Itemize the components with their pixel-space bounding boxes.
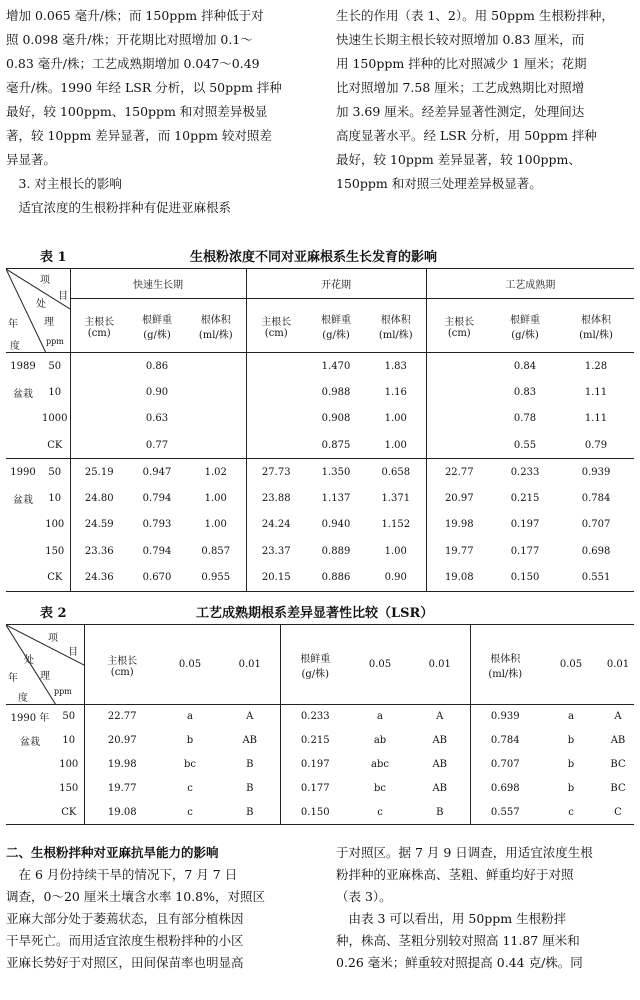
subheader xyxy=(558,299,634,353)
value-cell: 0.84 xyxy=(513,360,537,372)
value-cell: 0.215 xyxy=(280,729,350,753)
value-cell: 0.150 xyxy=(280,801,350,825)
year-cell xyxy=(6,777,54,801)
text-line: 照 0.098 毫升/株；开花期比对照增加 0.1～ xyxy=(6,32,253,47)
corner-du: 度 xyxy=(18,693,28,704)
ppm-cell: 50 xyxy=(62,711,76,723)
value-cell: AB xyxy=(610,735,626,746)
table1 xyxy=(6,268,634,592)
table-row xyxy=(6,353,634,380)
value-cell: 1.371 xyxy=(381,492,411,504)
value-cell: 0.875 xyxy=(321,439,351,451)
subheader-name: 根鲜重 xyxy=(321,314,351,326)
subheader xyxy=(246,299,306,353)
value-cell xyxy=(426,353,492,380)
header-unit: (cm) xyxy=(110,666,134,678)
text-line: 亚麻大部分处于萎蔫状态，且有部分植株因 xyxy=(6,911,244,926)
value-cell: 0.215 xyxy=(510,492,540,504)
year-cell xyxy=(6,406,40,433)
value-cell: 0.77 xyxy=(145,439,169,451)
value-cell: 1.00 xyxy=(204,492,227,504)
value-cell: 0.784 xyxy=(581,492,611,504)
text-line: 用 150ppm 拌种的比对照减少 1 厘米；花期 xyxy=(336,56,587,71)
header-name: 主根长 xyxy=(107,655,138,667)
value-cell: 1.137 xyxy=(321,492,351,504)
ppm-cell: 50 xyxy=(48,466,62,478)
ppm-cell: 100 xyxy=(45,519,65,531)
table-row xyxy=(6,777,634,801)
ppm-cell: 10 xyxy=(48,386,62,398)
value-cell: 0.886 xyxy=(321,572,351,583)
value-cell: 22.77 xyxy=(426,459,492,486)
value-cell: 0.988 xyxy=(321,386,351,398)
text-line: 异显著。 xyxy=(6,152,57,167)
table-row xyxy=(6,459,634,486)
value-cell: 0.939 xyxy=(581,466,611,478)
value-cell: 0.90 xyxy=(145,386,169,398)
text-line: 干旱死亡。而用适宜浓度生根粉拌种的小区 xyxy=(6,933,244,948)
year-cell: 1990 年 xyxy=(10,713,50,725)
stage-header: 开花期 xyxy=(246,269,426,299)
value-cell: 24.80 xyxy=(70,485,128,512)
table1-label: 表 1 xyxy=(40,250,67,265)
value-cell: 1.152 xyxy=(381,519,411,531)
subheader-name: 根体积 xyxy=(200,314,231,326)
text-line: 由表 3 可以看出，用 50ppm 生根粉拌 xyxy=(336,911,567,926)
text-line: 生长的作用（表 1、2）。用 50ppm 生根粉拌种， xyxy=(336,8,614,23)
year-cell xyxy=(6,753,54,777)
subheader-name: 根鲜重 xyxy=(510,314,541,326)
year-cell xyxy=(6,565,40,592)
ppm-cell: 10 xyxy=(48,492,62,504)
value-cell: 0.551 xyxy=(581,572,611,583)
value-cell: 0.793 xyxy=(142,519,172,531)
value-cell: 24.36 xyxy=(70,565,128,592)
value-cell: 0.794 xyxy=(142,545,172,557)
ppm-cell: CK xyxy=(47,439,63,451)
subheader-name: 主根长 xyxy=(84,316,115,328)
value-cell: 25.19 xyxy=(70,459,128,486)
text-line: 毫升/株。1990 年经 LSR 分析，以 50ppm 拌种 xyxy=(6,80,282,95)
table-row xyxy=(6,729,634,753)
value-cell: BC xyxy=(610,759,626,770)
value-cell: 1.02 xyxy=(204,466,227,478)
corner-chu: 处 xyxy=(36,299,46,310)
header-name: 根体积 xyxy=(490,653,521,665)
value-cell: 1.00 xyxy=(384,439,407,451)
text-line: 高度显著水平。经 LSR 分析，用 50ppm 拌种 xyxy=(336,128,597,143)
header-cell: 0.01 xyxy=(220,625,280,705)
value-cell xyxy=(426,406,492,433)
subheader xyxy=(128,299,186,353)
value-cell: 0.908 xyxy=(321,413,351,425)
text-line: 最好，较 100ppm、150ppm 和对照差异极显 xyxy=(6,104,268,119)
value-cell: 0.670 xyxy=(142,572,172,583)
text-line: 快速生长期主根长较对照增加 0.83 厘米，而 xyxy=(336,32,585,47)
table-row xyxy=(6,432,634,459)
value-cell xyxy=(186,353,246,380)
value-cell: B xyxy=(436,806,444,818)
text-line: 比对照增加 7.58 厘米；工艺成熟期比对照增 xyxy=(336,80,585,95)
value-cell: B xyxy=(246,806,254,818)
value-cell: 0.557 xyxy=(470,801,540,825)
subheader-name: 根体积 xyxy=(380,314,411,326)
subheader-unit: (cm) xyxy=(264,327,288,339)
table-row xyxy=(6,538,634,565)
value-cell: 0.79 xyxy=(584,439,608,451)
value-cell: 0.940 xyxy=(321,519,351,531)
value-cell: 1.470 xyxy=(321,360,351,372)
value-cell: 0.197 xyxy=(280,753,350,777)
subheader-unit: (g/株) xyxy=(322,329,350,341)
subheader-name: 根鲜重 xyxy=(142,314,172,326)
value-cell: 1.350 xyxy=(321,466,351,478)
value-cell: a xyxy=(377,711,383,723)
section-heading: 3. 对主根长的影响 xyxy=(6,176,122,191)
value-cell xyxy=(246,432,306,459)
subheader xyxy=(366,299,426,353)
value-cell: AB xyxy=(432,735,448,746)
value-cell: 0.784 xyxy=(470,729,540,753)
text-line: 最好，较 10ppm 差异显著，较 100ppm、 xyxy=(336,152,581,167)
value-cell: 0.794 xyxy=(142,492,172,504)
text-line: 增加 0.065 毫升/株；而 150ppm 拌种低于对 xyxy=(6,8,264,23)
value-cell: b xyxy=(567,783,575,794)
value-cell: 0.150 xyxy=(510,572,540,583)
value-cell: 0.707 xyxy=(470,753,540,777)
value-cell xyxy=(246,379,306,406)
value-cell: 1.83 xyxy=(384,360,407,372)
value-cell: 0.78 xyxy=(513,413,537,425)
value-cell: 1.11 xyxy=(584,386,608,398)
year-cell: 盆栽 xyxy=(13,388,33,400)
table-row xyxy=(6,801,634,825)
value-cell: 0.955 xyxy=(201,572,231,583)
ppm-cell: 10 xyxy=(62,735,76,746)
corner-item: 项 xyxy=(40,275,50,286)
value-cell: 24.24 xyxy=(246,512,306,539)
text-line: 亚麻长势好于对照区，田间保苗率也明显高 xyxy=(6,955,244,970)
subheader-unit: (ml/株) xyxy=(579,329,613,341)
subheader xyxy=(306,299,366,353)
value-cell xyxy=(426,379,492,406)
value-cell: 0.83 xyxy=(513,386,537,398)
corner-item: 项 xyxy=(48,633,58,644)
value-cell xyxy=(186,379,246,406)
table-row xyxy=(6,379,634,406)
subheader xyxy=(492,299,558,353)
text-line: 适宜浓度的生根粉拌种有促进亚麻根系 xyxy=(6,200,232,215)
table2 xyxy=(6,624,634,825)
ppm-cell: 150 xyxy=(45,545,65,557)
corner-chu: 处 xyxy=(24,655,34,666)
value-cell xyxy=(246,406,306,433)
value-cell: 19.98 xyxy=(84,753,160,777)
value-cell: 19.77 xyxy=(84,777,160,801)
value-cell xyxy=(246,353,306,380)
year-cell xyxy=(6,801,54,825)
value-cell: c xyxy=(187,783,193,794)
year-cell: 1990 xyxy=(10,466,36,478)
value-cell: 19.98 xyxy=(426,512,492,539)
table-row xyxy=(6,705,634,729)
value-cell xyxy=(186,406,246,433)
header-cell xyxy=(280,625,350,705)
value-cell: 0.55 xyxy=(513,439,537,451)
value-cell: 0.698 xyxy=(581,545,611,557)
table-row xyxy=(6,753,634,777)
corner-nian: 年 xyxy=(8,319,18,330)
year-cell: 盆栽 xyxy=(13,494,33,506)
year-cell xyxy=(6,432,40,459)
value-cell: 0.177 xyxy=(280,777,350,801)
subheader xyxy=(426,299,492,353)
value-cell: abc xyxy=(371,759,389,770)
corner-du: 度 xyxy=(10,341,20,352)
value-cell: 19.08 xyxy=(84,801,160,825)
text-line: 加 3.69 厘米。经差异显著性测定，处理间达 xyxy=(336,104,585,119)
value-cell xyxy=(426,432,492,459)
value-cell: b xyxy=(186,735,194,746)
year-cell xyxy=(6,538,40,565)
text-line: 种，株高、茎粗分别较对照高 11.87 厘米和 xyxy=(336,933,580,948)
value-cell: 0.86 xyxy=(145,360,169,372)
table2-corner-cell xyxy=(6,625,84,705)
value-cell: 20.15 xyxy=(246,565,306,592)
value-cell xyxy=(70,406,128,433)
table-row xyxy=(6,565,634,592)
subheader-name: 主根长 xyxy=(444,316,475,328)
value-cell: 1.16 xyxy=(384,386,407,398)
value-cell: 0.197 xyxy=(510,519,540,531)
top-right-text xyxy=(336,4,632,196)
subheader-unit: (g/株) xyxy=(143,329,171,341)
value-cell xyxy=(70,379,128,406)
value-cell xyxy=(70,432,128,459)
stage-header: 工艺成熟期 xyxy=(426,269,634,299)
value-cell: 27.73 xyxy=(246,459,306,486)
top-left-text xyxy=(6,4,306,220)
subheader-unit: (ml/株) xyxy=(378,329,413,341)
value-cell: 0.947 xyxy=(142,466,172,478)
ppm-cell: 150 xyxy=(59,783,79,794)
subheader-unit: (cm) xyxy=(447,327,471,339)
value-cell: 1.00 xyxy=(384,545,407,557)
value-cell: 1.00 xyxy=(384,413,407,425)
table2-label: 表 2 xyxy=(40,606,67,621)
header-cell: 0.05 xyxy=(350,625,410,705)
header-name: 根鲜重 xyxy=(300,653,331,665)
value-cell: b xyxy=(567,759,575,770)
value-cell: 0.177 xyxy=(510,545,540,557)
text-line: 粉拌种的亚麻株高、茎粗、鲜重均好于对照 xyxy=(336,867,574,882)
ppm-cell: CK xyxy=(61,806,77,818)
text-line: 0.83 毫升/株；工艺成熟期增加 0.047～0.49 xyxy=(6,56,260,71)
corner-nian: 年 xyxy=(8,673,18,684)
value-cell: 0.698 xyxy=(470,777,540,801)
value-cell: 0.889 xyxy=(321,545,351,557)
value-cell: bc xyxy=(373,783,386,794)
subheader-name: 主根长 xyxy=(261,316,292,328)
value-cell: B xyxy=(246,759,254,770)
value-cell: 20.97 xyxy=(84,729,160,753)
value-cell: B xyxy=(246,783,254,794)
value-cell: ab xyxy=(373,735,387,746)
value-cell: AB xyxy=(432,759,448,770)
ppm-cell: 50 xyxy=(48,360,62,372)
value-cell: bc xyxy=(183,759,196,770)
subheader xyxy=(186,299,246,353)
value-cell: BC xyxy=(610,783,626,794)
value-cell: 0.233 xyxy=(280,705,350,729)
subheader xyxy=(70,299,128,353)
year-cell: 盆栽 xyxy=(20,737,40,748)
value-cell: 0.63 xyxy=(145,413,169,425)
text-line: 于对照区。据 7 月 9 日调查，用适宜浓度生根 xyxy=(336,845,593,860)
text-line: 著，较 10ppm 差异显著，而 10ppm 较对照差 xyxy=(6,128,272,143)
year-cell: 1989 xyxy=(10,360,36,372)
stage-header: 快速生长期 xyxy=(70,269,246,299)
text-line: 150ppm 和对照三处理差异极显著。 xyxy=(336,176,542,191)
value-cell: c xyxy=(568,806,574,818)
value-cell xyxy=(186,432,246,459)
header-cell xyxy=(470,625,540,705)
header-cell: 0.05 xyxy=(540,625,602,705)
value-cell: 0.857 xyxy=(201,545,231,557)
text-line: 调查，0～20 厘米土壤含水率 10.8%，对照区 xyxy=(6,889,266,904)
value-cell: a xyxy=(568,711,574,723)
text-line: （表 3）。 xyxy=(336,889,392,904)
value-cell: c xyxy=(377,806,383,818)
bottom-right-text xyxy=(336,842,634,974)
header-cell: 0.01 xyxy=(410,625,470,705)
value-cell: 19.77 xyxy=(426,538,492,565)
subheader-unit: (cm) xyxy=(87,327,111,339)
value-cell: 1.28 xyxy=(584,360,608,372)
value-cell: c xyxy=(187,806,193,818)
value-cell: 23.37 xyxy=(246,538,306,565)
value-cell: 0.90 xyxy=(384,572,407,583)
value-cell: 1.11 xyxy=(584,413,608,425)
value-cell: 23.36 xyxy=(70,538,128,565)
header-cell: 0.01 xyxy=(602,625,634,705)
value-cell: A xyxy=(614,711,622,723)
corner-mu: 目 xyxy=(58,291,68,302)
value-cell: 0.233 xyxy=(510,466,540,478)
table-row xyxy=(6,485,634,512)
value-cell: a xyxy=(187,711,193,723)
value-cell: 24.59 xyxy=(70,512,128,539)
subheader-unit: (g/株) xyxy=(511,329,539,341)
value-cell: 23.88 xyxy=(246,485,306,512)
value-cell: 0.939 xyxy=(470,705,540,729)
value-cell: AB xyxy=(242,735,258,746)
header-cell xyxy=(84,625,160,705)
table-row xyxy=(6,512,634,539)
value-cell: b xyxy=(567,735,575,746)
table1-title: 生根粉浓度不同对亚麻根系生长发育的影响 xyxy=(190,250,438,265)
value-cell: 0.658 xyxy=(381,466,411,478)
year-cell xyxy=(6,512,40,539)
bottom-left-text xyxy=(6,842,306,974)
corner-li: 理 xyxy=(40,671,50,682)
value-cell: 22.77 xyxy=(84,705,160,729)
corner-mu: 目 xyxy=(68,647,78,658)
value-cell: AB xyxy=(432,783,448,794)
header-cell: 0.05 xyxy=(160,625,220,705)
value-cell: 20.97 xyxy=(426,485,492,512)
corner-li: 理 xyxy=(44,317,54,328)
corner-ppm: ppm xyxy=(46,337,64,346)
ppm-cell: 1000 xyxy=(42,413,68,425)
value-cell: A xyxy=(436,711,444,723)
value-cell: A xyxy=(246,711,254,723)
subheader-name: 根体积 xyxy=(581,314,612,326)
ppm-cell: 100 xyxy=(59,759,79,770)
value-cell xyxy=(70,353,128,380)
table1-corner-cell xyxy=(6,269,70,353)
table2-title: 工艺成熟期根系差异显著性比较（LSR） xyxy=(196,606,434,621)
corner-ppm: ppm xyxy=(54,687,72,696)
text-line: 在 6 月份持续干旱的情况下，7 月 7 日 xyxy=(6,867,238,882)
section-heading: 二、生根粉拌种对亚麻抗旱能力的影响 xyxy=(6,845,219,860)
header-unit: (g/株) xyxy=(301,668,330,680)
table-row xyxy=(6,406,634,433)
value-cell: 1.00 xyxy=(204,519,227,531)
value-cell: 19.08 xyxy=(426,565,492,592)
text-line: 0.26 毫米；鲜重较对照提高 0.44 克/株。同 xyxy=(336,955,583,970)
ppm-cell: CK xyxy=(47,572,63,583)
value-cell: C xyxy=(614,806,622,818)
header-unit: (ml/株) xyxy=(488,668,523,680)
subheader-unit: (ml/株) xyxy=(198,329,233,341)
value-cell: 0.707 xyxy=(581,519,611,531)
